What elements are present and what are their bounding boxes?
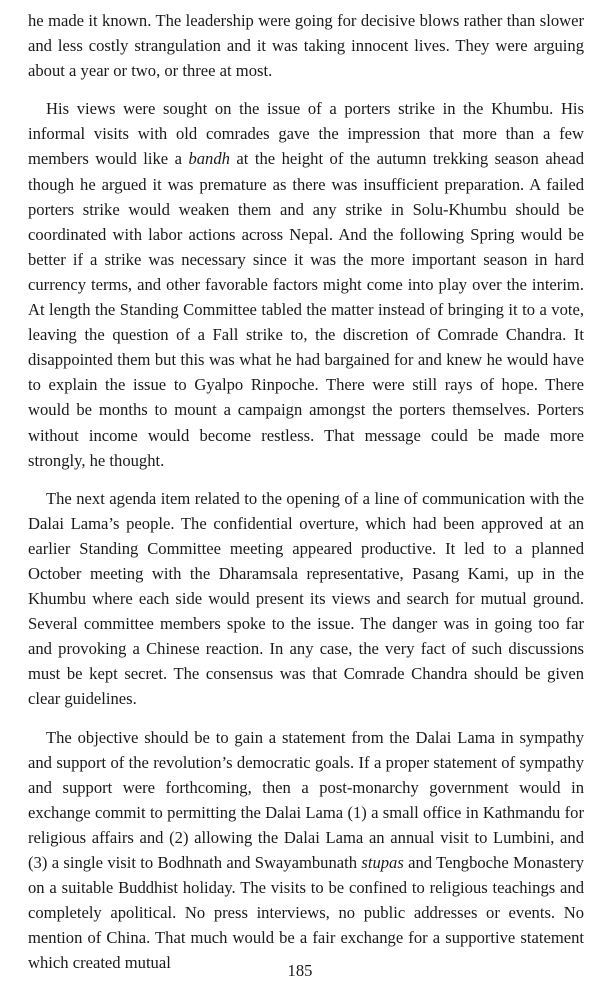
paragraph-2 (28, 96, 584, 472)
paragraph-4-italic-term: stupas (361, 853, 404, 872)
paragraph-3 (28, 486, 584, 712)
paragraph-4 (28, 725, 584, 976)
paragraph-1-text: he made it known. The leadership were going for decisive blows rather than slower and less costly strangulation and it was taking innocent lives. They were arguing about a year or two, or three at most. (28, 11, 584, 81)
paragraph-3-text: The next agenda item related to the opening of a line of communication with the Dalai Lama’s people. The confidential overture, which had been approved at an earlier Standing Committee meeting appeared productive. It led to a planned October meeting with the Dharamsala representative, Pasang Kami, up in the Khumbu where each side would present its views and search for mutual ground. Several committee members spoke to the issue. The danger was in going too far and provoking a Chinese reaction. In any case, the very fact of such discussions must be kept secret. The consensus was that Comrade Chandra should be given clear guidelines. (28, 488, 584, 709)
paragraph-2-italic-term: bandh (188, 149, 230, 169)
paragraph-1 (28, 8, 584, 83)
paragraph-2-text-a: His views were sought on the issue of a porters strike in the Khumbu. His informal visits with old comrades gave the impression that more than a few members would like a (28, 99, 584, 169)
paragraph-4-text-a: The objective should be to gain a statement from the Dalai Lama in sympathy and support of the revolution’s democratic goals. If a proper statement of sympathy and support were forthcoming, then a post-monarchy government would in exchange commit to permitting the Dalai Lama (1) a small office in Kathmandu for religious affairs and (2) allowing the Dalai Lama an annual visit to Lumbini, and (3) a single visit to Bodhnath and Swayambunath (28, 727, 584, 872)
paragraph-2-text-b: at the height of the autumn trekking season ahead though he argued it was premature as there was insufficient preparation. A failed porters strike would weaken them and any strike in Solu-Khumbu should be coordinated with labor actions across Nepal. And the following Spring would be better if a strike was necessary since it was the more important season in hard currency terms, and other favorable factors might come into play over the interim. At length the Standing Committee tabled the matter instead of bringing it to a vote, leaving the question of a Fall strike to, the discretion of Comrade Chandra. It disappointed them but this was what he had bargained for and knew he would have to explain the issue to Gyalpo Rinpoche. There were still rays of hope. There would be months to mount a campaign amongst the porters themselves. Porters without income would become restless. That message could be made more strongly, he thought. (28, 149, 585, 470)
page-number: 185 (287, 961, 313, 980)
paragraph-4-text-b: and Tengboche Monastery on a suitable Buddhist holiday. The visits to be confined to religious teachings and completely apolitical. No press interviews, no public addresses or events. No mention of China. That much would be a fair exchange for a supportive statement which created mutual (28, 853, 585, 973)
page-body (28, 8, 584, 988)
